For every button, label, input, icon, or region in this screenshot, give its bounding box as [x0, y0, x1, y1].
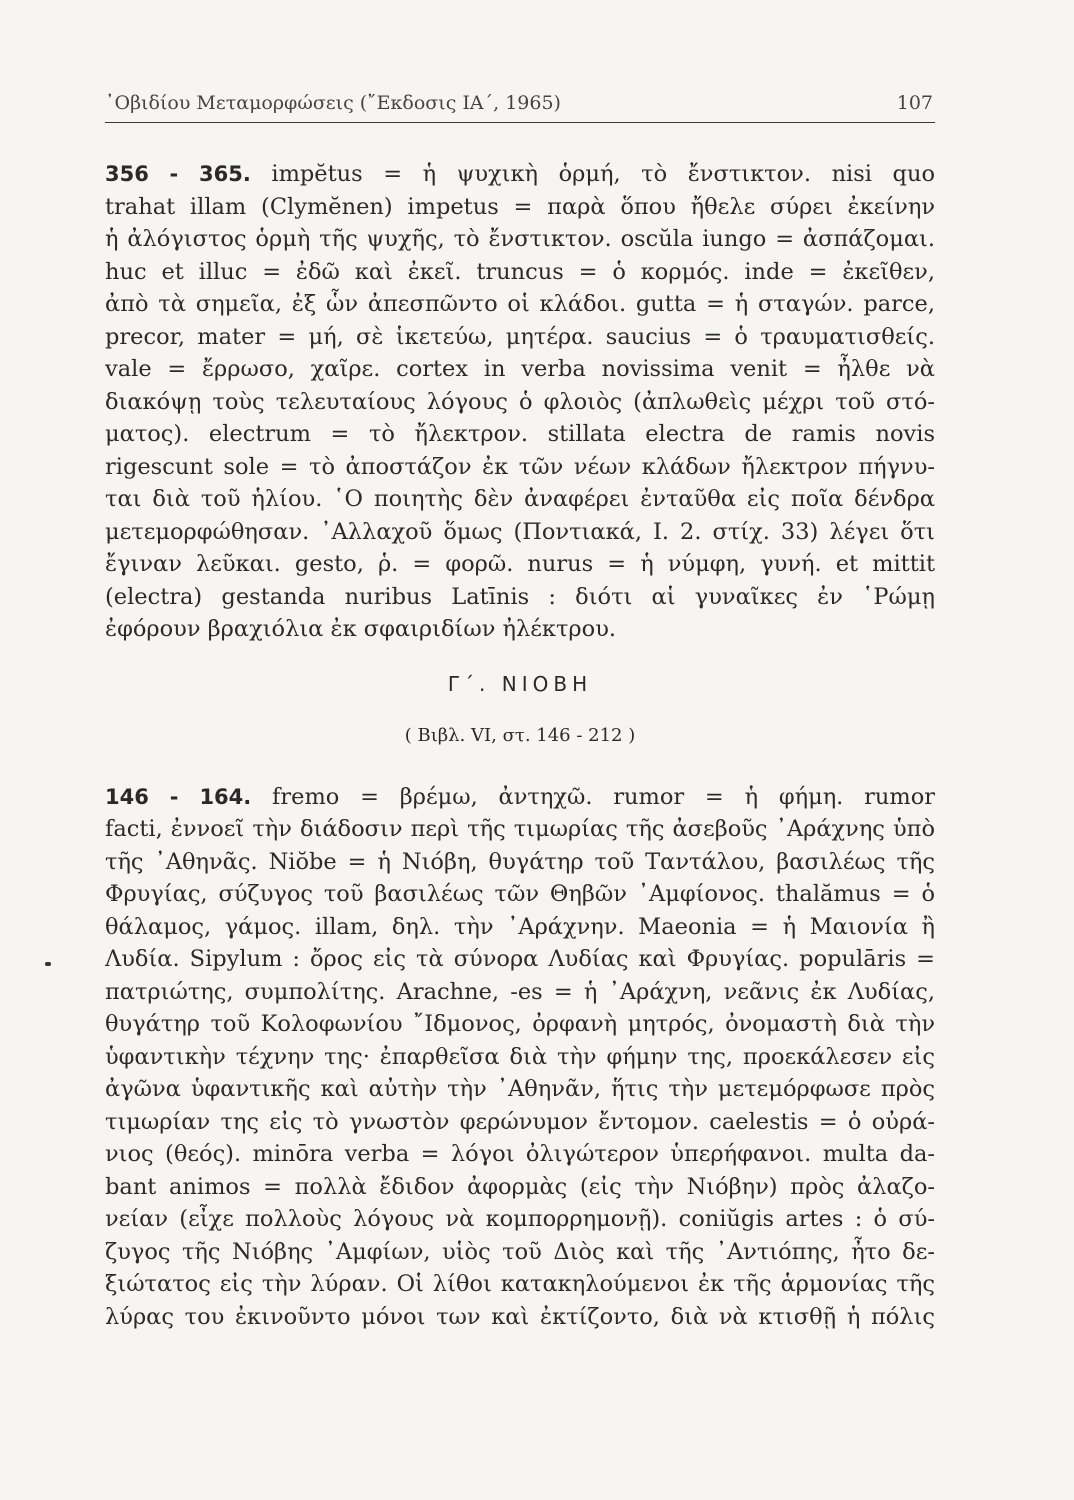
text-line: (electra) gestanda nuribus Latīnis : διότι αἱ γυναῖκες ἐν ῾Ρώμῃ: [105, 583, 935, 610]
running-header: [105, 88, 935, 123]
text-line: ἀγῶνα ὑφαντικῆς καὶ αὐτὴν τὴν ᾽Αθηνᾶν, ἥτις τὴν μετεμόρφωσε πρὸς: [105, 1076, 935, 1102]
text-line: ματος). electrum = τὸ ἤλεκτρον. stillata electra de ramis novis: [105, 421, 935, 447]
commentary-text: [105, 158, 935, 1333]
text-line: πατριώτης, συμπολίτης. Arachne, -es = ἡ ᾽Αράχνη, νεᾶνις ἐκ Λυδίας,: [105, 978, 935, 1005]
text-line: ζυγος τῆς Νιόβης ᾽Αμφίων, υἱὸς τοῦ Διὸς καὶ τῆς ᾽Αντιόπης, ἦτο δε-: [105, 1238, 935, 1265]
text-line: rigescunt sole = τὸ ἀποστάζον ἐκ τῶν νέων κλάδων ἤλεκτρον πήγνυ-: [105, 453, 935, 480]
verse-number: 146 - 164.: [105, 784, 252, 809]
book-page: [105, 0, 935, 1500]
text-line: τῆς ᾽Αθηνᾶς. Niŏbe = ἡ Νιόβη, θυγάτηρ τοῦ Ταντάλου, βασιλέως τῆς: [105, 848, 935, 875]
text-line: ἀπὸ τὰ σημεῖα, ἐξ ὧν ἀπεσπῶντο οἱ κλάδοι. gutta = ἡ σταγών. parce,: [105, 291, 935, 317]
text-line: 356 - 365. impĕtus = ἡ ψυχικὴ ὁρμή, τὸ ἔνστικτον. nisi quo: [105, 161, 935, 187]
text-line: ται διὰ τοῦ ἡλίου. ῾Ο ποιητὴς δὲν ἀναφέρει ἐνταῦθα εἰς ποῖα δένδρα: [105, 486, 935, 512]
text-line: Φρυγίας, σύζυγος τοῦ βασιλέως τῶν Θηβῶν ᾽Αμφίονος. thalămus = ὁ: [105, 881, 935, 907]
text-line: ἔγιναν λεῦκαι. gesto, ῥ. = φορῶ. nurus = ἡ νύμφη, γυνή. et mittit: [105, 551, 935, 577]
text-line: Λυδία. Sipylum : ὄρος εἰς τὰ σύνορα Λυδίας καὶ Φρυγίας. populāris =: [105, 946, 935, 972]
text-line: trahat illam (Clymĕnen) impetus = παρὰ ὅπου ἤθελε σύρει ἐκείνην: [105, 193, 935, 220]
text-line: huc et illuc = ἐδῶ καὶ ἐκεῖ. truncus = ὁ κορμός. inde = ἐκεῖθεν,: [105, 258, 935, 285]
text-line: ξιώτατος εἰς τὴν λύραν. Οἱ λίθοι κατακηλούμενοι ἐκ τῆς ἁρμονίας τῆς: [105, 1271, 935, 1297]
text-line: precor, mater = μή, σὲ ἱκετεύω, μητέρα. saucius = ὁ τραυματισθείς.: [105, 323, 935, 350]
margin-mark: [45, 962, 51, 966]
text-line: bant animos = πολλὰ ἔδιδον ἀφορμὰς (εἰς τὴν Νιόβην) πρὸς ἀλαζο-: [105, 1173, 935, 1200]
header-title: ᾽Οβιδίου Μεταμορφώσεις (῎Εκδοσις ΙΑ΄, 1965): [105, 92, 561, 114]
text-line: vale = ἔρρωσο, χαῖρε. cortex in verba novissima venit = ἦλθε νὰ: [105, 356, 935, 382]
text-line: ἐφόρουν βραχιόλια ἐκ σφαιριδίων ἠλέκτρου.: [105, 616, 617, 642]
text-line: ὑφαντικὴν τέχνην της· ἐπαρθεῖσα διὰ τὴν φήμην της, προεκάλεσεν εἰς: [105, 1043, 935, 1070]
text-line: θυγάτηρ τοῦ Κολοφωνίου ῎Ιδμονος, ὀρφανὴ μητρός, ὀνομαστὴ διὰ τὴν: [105, 1011, 935, 1037]
text-line: ἡ ἀλόγιστος ὁρμὴ τῆς ψυχῆς, τὸ ἔνστικτον. oscŭla iungo = ἀσπάζομαι.: [105, 226, 935, 252]
text-line: τιμωρίαν της εἰς τὸ γνωστὸν φερώνυμον ἔντομον. caelestis = ὁ οὐρά-: [105, 1108, 935, 1135]
text-line: 146 - 164. fremo = βρέμω, ἀντηχῶ. rumor = ἡ φήμη. rumor: [105, 783, 935, 810]
text-line: νιος (θεός). minōra verba = λόγοι ὀλιγώτερον ὑπερήφανοι. multa da-: [105, 1141, 935, 1167]
text-line: λύρας του ἐκινοῦντο μόνοι των καὶ ἐκτίζοντο, διὰ νὰ κτισθῇ ἡ πόλις: [105, 1303, 935, 1330]
text-line: θάλαμος, γάμος. illam, δηλ. τὴν ᾽Αράχνην. Maeonia = ἡ Μαιονία ἢ: [105, 913, 935, 940]
text-line: facti, ἐννοεῖ τὴν διάδοσιν περὶ τῆς τιμωρίας τῆς ἀσεβοῦς ᾽Αράχνης ὑπὸ: [105, 816, 935, 842]
page-number: 107: [896, 92, 933, 114]
verse-number: 356 - 365.: [105, 162, 251, 186]
text-line: διακόψῃ τοὺς τελευταίους λόγους ὁ φλοιὸς (ἀπλωθεὶς μέχρι τοῦ στό-: [105, 388, 935, 415]
text-line: μετεμορφώθησαν. ᾽Αλλαχοῦ ὅμως (Ποντιακά, Ι. 2. στίχ. 33) λέγει ὅτι: [105, 518, 935, 545]
section-heading: Γ΄. ΝΙΟΒΗ: [447, 671, 593, 696]
text-line: νείαν (εἶχε πολλοὺς λόγους νὰ κομπορρημονῇ). coniŭgis artes : ὁ σύ-: [105, 1206, 935, 1232]
section-subheading: ( Βιβλ. VI, στ. 146 - 212 ): [404, 725, 636, 746]
